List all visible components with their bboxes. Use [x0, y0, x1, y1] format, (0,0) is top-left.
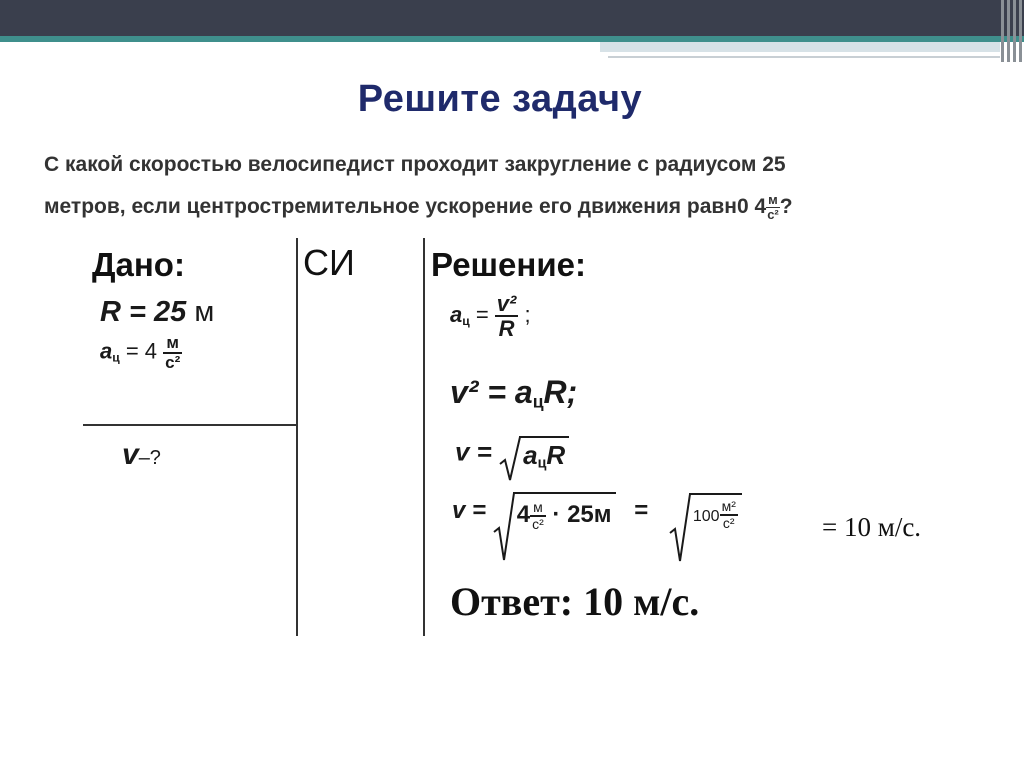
column-divider-1: [296, 238, 298, 636]
slide-title: Решите задачу: [357, 78, 643, 120]
formula-v-root: v = $a_цR$: [455, 436, 569, 472]
numeric-result: = 10 м/с.: [822, 512, 922, 542]
header-thin-line: [608, 56, 1000, 58]
given-acceleration: $a_ц = 4$ $\frac{м}{\text{с²}}$: [100, 333, 181, 372]
given-unknown: v–?: [122, 438, 161, 471]
problem-text: [44, 144, 974, 228]
unit-fraction: $\frac{м}{\text{с²}}$: [767, 191, 779, 222]
sqrt-sign-numeric: 4 $\frac{м}{\text{с²}}$ · 25м: [493, 492, 616, 531]
formula-v-squared: $v^2 = a_цR$;: [450, 374, 578, 412]
problem-line-2: метров, если центростремительное ускорение его движения равн0 4 $\frac{м}{\text{с²}}$ ?: [44, 191, 793, 222]
formula-numeric: v = 4 $\frac{м}{\text{с²}}$ · 25м = 100 $\frac{\text{м²}}{\text{с²}}$: [452, 492, 742, 531]
problem-line-1: С какой скоростью велосипедист проходит закругление с радиусом 25: [44, 153, 786, 176]
corner-decoration: [1000, 0, 1024, 70]
sqrt-sign: $a_цR$: [499, 436, 569, 472]
given-divider: [83, 424, 297, 426]
si-header: СИ: [303, 242, 355, 283]
header-bar: [0, 0, 1024, 36]
given-radius: R = 25 м: [100, 296, 215, 328]
given-acceleration-unit: $\frac{м}{\text{с²}}$: [165, 333, 181, 372]
numeric-unit: $\frac{м}{\text{с²}}$: [532, 499, 544, 532]
solution-header: Решение:: [431, 246, 586, 283]
given-header: Дано:: [92, 246, 185, 283]
header-light-stripe: [600, 42, 1000, 52]
answer-text: Ответ: 10 м/с.: [450, 579, 700, 624]
sqrt-sign-hundred: 100 $\frac{\text{м²}}{\text{с²}}$: [669, 493, 742, 530]
formula-centripetal: $a_ц$ = $\frac{\text{v²}}{R}$ ;: [450, 291, 531, 342]
column-divider-2: [423, 238, 425, 636]
hundred-unit: $\frac{\text{м²}}{\text{с²}}$: [721, 498, 736, 531]
formula-fraction: $\frac{\text{v²}}{R}$: [496, 291, 517, 342]
